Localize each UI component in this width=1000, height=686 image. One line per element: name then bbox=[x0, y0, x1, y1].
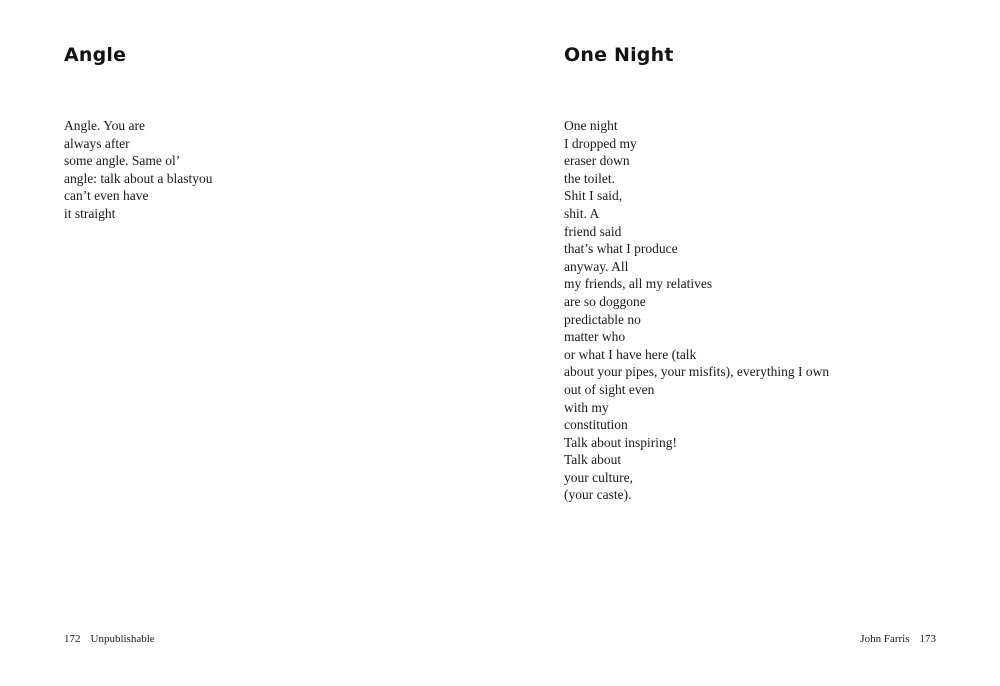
poem-line: predictable no bbox=[564, 311, 641, 327]
poem-line: always after bbox=[64, 135, 130, 151]
poem-title-one-night: One Night bbox=[564, 44, 674, 66]
poem-line: matter who bbox=[564, 329, 626, 345]
poem-title-angle: Angle bbox=[64, 44, 127, 66]
poem-line: (your caste). bbox=[564, 487, 632, 503]
poem-one-night-body bbox=[564, 117, 829, 504]
poem-line: Talk about bbox=[564, 452, 622, 468]
poem-line: it straight bbox=[64, 205, 116, 221]
poem-line: One night bbox=[564, 118, 618, 133]
running-head-author: John Farris bbox=[860, 633, 910, 645]
poem-line: Angle. You are bbox=[64, 118, 145, 133]
poem-line: or what I have here (talk bbox=[564, 346, 697, 362]
poem-line: anyway. All bbox=[564, 258, 629, 274]
page-number-right: 173 bbox=[919, 633, 936, 645]
poem-line: about your pipes, your misfits), everything I own bbox=[564, 364, 830, 380]
poem-line: Shit I said, bbox=[564, 188, 623, 204]
poem-line: some angle. Same ol’ bbox=[64, 153, 181, 169]
poem-line: constitution bbox=[564, 417, 628, 433]
poem-line: are so doggone bbox=[564, 293, 646, 309]
poem-line: with my bbox=[564, 399, 609, 415]
poem-angle-body bbox=[64, 117, 212, 223]
poem-line: shit. A bbox=[564, 205, 600, 221]
poem-line: your culture, bbox=[564, 469, 633, 485]
poem-line: angle: talk about a blastyou bbox=[64, 170, 213, 186]
poem-line: eraser down bbox=[564, 153, 630, 169]
right-page bbox=[500, 0, 1000, 686]
page-number-left: 172 bbox=[64, 633, 81, 645]
poem-line: I dropped my bbox=[564, 135, 637, 151]
poem-line: out of sight even bbox=[564, 381, 655, 397]
poem-line: Talk about inspiring! bbox=[564, 434, 678, 450]
poem-line: can’t even have bbox=[64, 188, 149, 204]
poem-line: the toilet. bbox=[564, 170, 615, 186]
poem-line: my friends, all my relatives bbox=[564, 276, 713, 292]
poem-line: friend said bbox=[564, 223, 622, 239]
footer-right bbox=[860, 633, 936, 645]
footer-left bbox=[64, 633, 155, 645]
running-head-book-title: Unpublishable bbox=[90, 633, 155, 645]
poem-line: that’s what I produce bbox=[564, 241, 678, 257]
